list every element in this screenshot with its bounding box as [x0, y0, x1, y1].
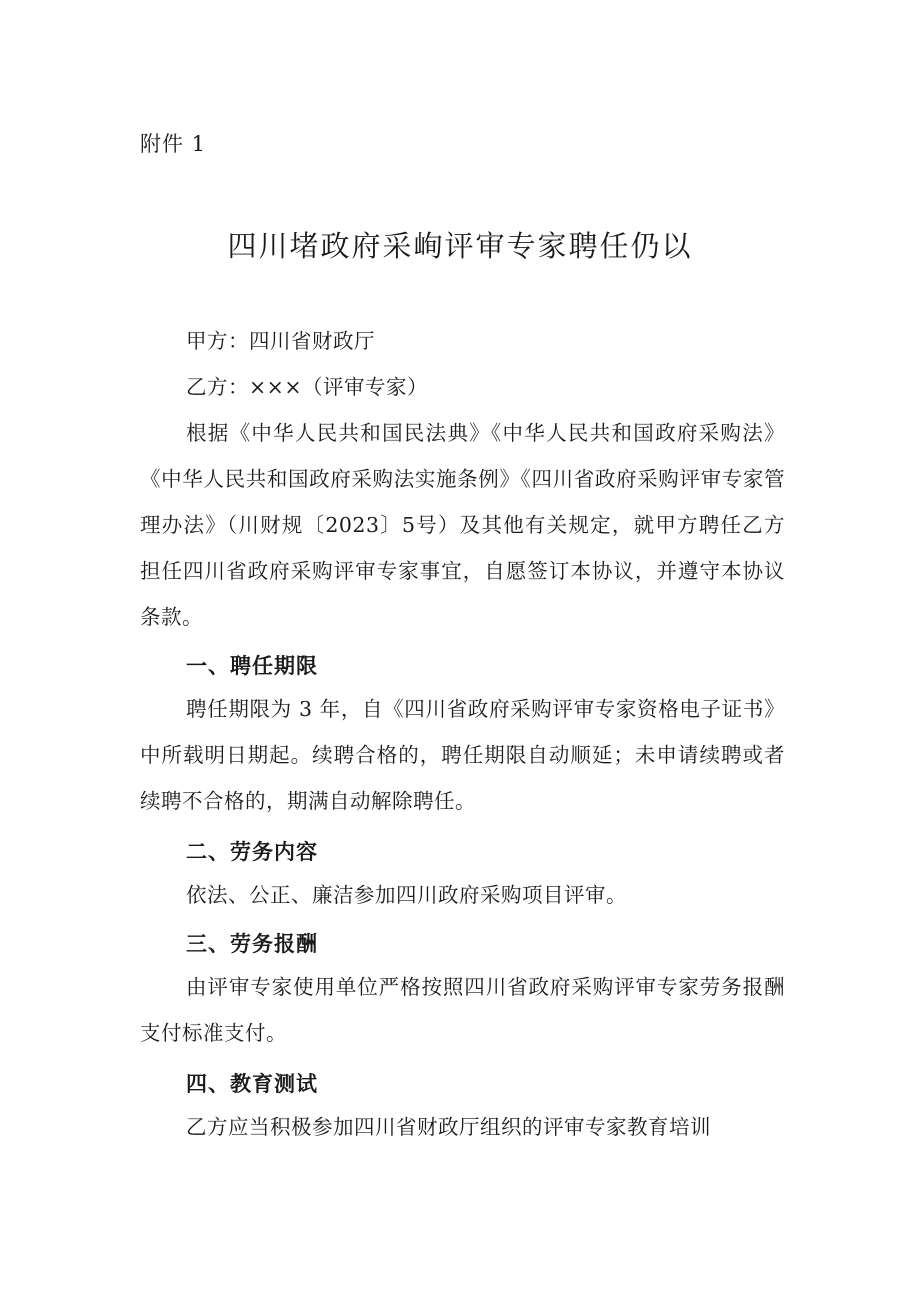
- party-b-line: 乙方：×××（评审专家）: [186, 375, 429, 399]
- section-body-service: 依法、公正、廉洁参加四川政府采购项目评审。: [186, 883, 627, 907]
- section-heading-education: 四、教育测试: [186, 1072, 318, 1096]
- section-body-education: 乙方应当积极参加四川省财政厅组织的评审专家教育培训: [186, 1115, 711, 1139]
- section-heading-term: 一、聘任期限: [186, 654, 318, 678]
- preamble-paragraph: 根据《中华人民共和国民法典》《中华人民共和国政府采购法》《中华人民共和国政府采购法实施条例》《四川省政府采购评审专家管理办法》（川财规〔2023〕5号）及其他有关规定，就甲方聘任乙方担任四川省政府采购评审专家事宜，自愿签订本协议，并遵守本协议条款。: [140, 421, 785, 629]
- document-title: 四川堵政府采峋评审专家聘任仍以: [227, 229, 693, 263]
- section-body-term: 聘任期限为 3 年，自《四川省政府采购评审专家资格电子证书》中所载明日期起。续聘合格的，聘任期限自动顺延；未申请续聘或者续聘不合格的，期满自动解除聘任。: [140, 697, 785, 813]
- section-heading-remuneration: 三、劳务报酬: [186, 932, 318, 956]
- section-heading-service: 二、劳务内容: [186, 840, 318, 864]
- section-body-remuneration: 由评审专家使用单位严格按照四川省政府采购评审专家劳务报酬支付标准支付。: [140, 975, 785, 1045]
- attachment-label: 附件 1: [140, 132, 207, 156]
- party-a-line: 甲方：四川省财政厅: [186, 329, 375, 353]
